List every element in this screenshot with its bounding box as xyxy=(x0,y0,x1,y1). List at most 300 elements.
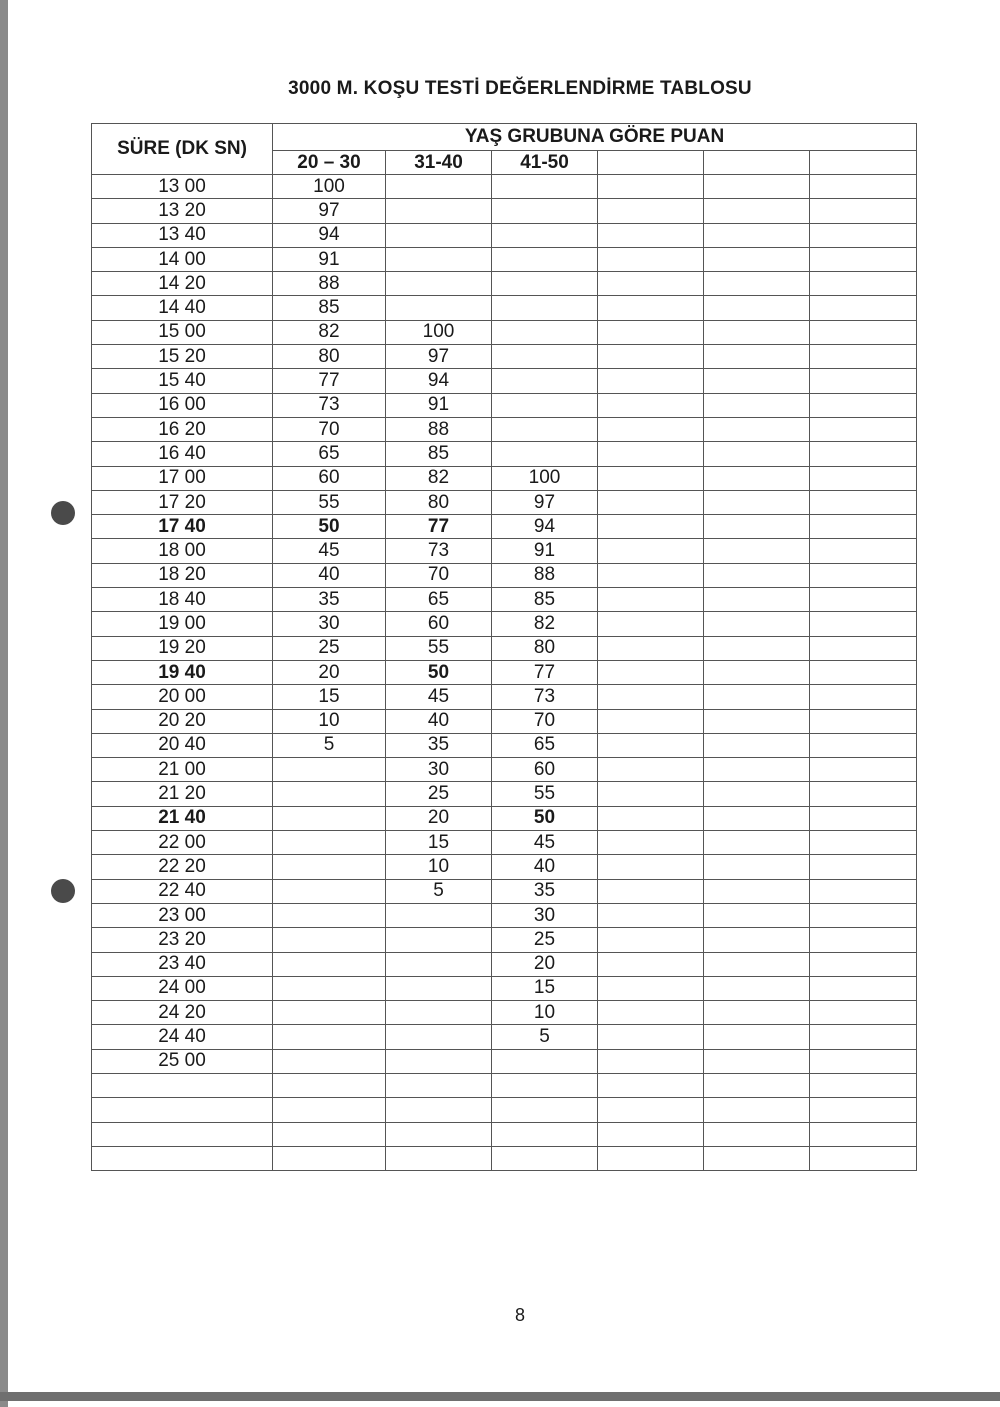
score-cell xyxy=(386,223,492,247)
table-row xyxy=(92,928,917,952)
score-cell xyxy=(273,1049,386,1073)
table-row xyxy=(92,296,917,320)
score-cell xyxy=(598,490,704,514)
score-cell xyxy=(704,393,810,417)
time-cell: 19 40 xyxy=(92,660,273,684)
score-cell: 30 xyxy=(273,612,386,636)
table-row xyxy=(92,466,917,490)
scoring-table xyxy=(91,123,917,1171)
score-cell: 30 xyxy=(386,758,492,782)
score-cell xyxy=(598,199,704,223)
score-cell xyxy=(598,563,704,587)
score-cell xyxy=(492,1073,598,1097)
age-group-col-2: 31-40 xyxy=(386,151,492,175)
score-cell: 82 xyxy=(492,612,598,636)
score-cell: 97 xyxy=(492,490,598,514)
score-cell xyxy=(704,223,810,247)
table-row xyxy=(92,563,917,587)
score-cell xyxy=(810,393,917,417)
score-cell xyxy=(598,733,704,757)
table-row xyxy=(92,636,917,660)
score-cell xyxy=(273,903,386,927)
score-cell xyxy=(704,369,810,393)
score-cell xyxy=(492,369,598,393)
score-cell xyxy=(492,417,598,441)
score-cell: 88 xyxy=(386,417,492,441)
score-cell: 91 xyxy=(492,539,598,563)
score-cell xyxy=(598,928,704,952)
score-cell xyxy=(273,1001,386,1025)
score-cell xyxy=(273,855,386,879)
table-row xyxy=(92,515,917,539)
score-cell: 45 xyxy=(273,539,386,563)
score-cell xyxy=(704,831,810,855)
score-cell xyxy=(704,685,810,709)
score-cell xyxy=(704,636,810,660)
time-cell: 15 40 xyxy=(92,369,273,393)
score-cell xyxy=(810,1073,917,1097)
score-cell xyxy=(704,539,810,563)
score-cell xyxy=(492,442,598,466)
score-cell xyxy=(386,1001,492,1025)
score-cell: 35 xyxy=(273,588,386,612)
time-cell xyxy=(92,1122,273,1146)
table-row xyxy=(92,1073,917,1097)
score-cell xyxy=(704,1098,810,1122)
score-cell: 25 xyxy=(273,636,386,660)
time-cell: 21 00 xyxy=(92,758,273,782)
score-cell xyxy=(704,417,810,441)
score-cell xyxy=(598,879,704,903)
score-cell xyxy=(598,903,704,927)
table-row xyxy=(92,709,917,733)
score-cell xyxy=(810,442,917,466)
score-cell xyxy=(598,976,704,1000)
time-cell: 23 40 xyxy=(92,952,273,976)
score-cell xyxy=(598,831,704,855)
score-cell xyxy=(386,952,492,976)
score-cell: 91 xyxy=(273,247,386,271)
score-cell: 70 xyxy=(492,709,598,733)
score-cell xyxy=(704,758,810,782)
score-cell xyxy=(810,952,917,976)
score-cell: 100 xyxy=(492,466,598,490)
score-cell xyxy=(598,806,704,830)
time-cell: 21 40 xyxy=(92,806,273,830)
score-cell xyxy=(704,928,810,952)
time-cell: 14 40 xyxy=(92,296,273,320)
score-cell: 40 xyxy=(492,855,598,879)
score-cell xyxy=(598,515,704,539)
score-cell: 10 xyxy=(386,855,492,879)
time-cell: 14 20 xyxy=(92,272,273,296)
score-cell xyxy=(810,588,917,612)
table-row xyxy=(92,320,917,344)
score-cell xyxy=(386,903,492,927)
score-cell xyxy=(810,1049,917,1073)
score-cell xyxy=(704,1122,810,1146)
score-cell xyxy=(704,199,810,223)
score-cell xyxy=(704,952,810,976)
score-cell xyxy=(386,247,492,271)
score-cell xyxy=(598,417,704,441)
table-row xyxy=(92,758,917,782)
table-row xyxy=(92,831,917,855)
score-cell: 85 xyxy=(492,588,598,612)
score-cell xyxy=(273,976,386,1000)
table-row xyxy=(92,1098,917,1122)
score-cell xyxy=(704,1146,810,1170)
score-cell xyxy=(598,1073,704,1097)
time-cell xyxy=(92,1146,273,1170)
table-row xyxy=(92,660,917,684)
score-cell xyxy=(810,855,917,879)
score-cell xyxy=(273,782,386,806)
score-cell: 85 xyxy=(273,296,386,320)
table-row xyxy=(92,175,917,199)
score-cell xyxy=(598,1025,704,1049)
score-cell xyxy=(810,1146,917,1170)
time-cell: 16 00 xyxy=(92,393,273,417)
score-cell xyxy=(598,466,704,490)
page-number: 8 xyxy=(514,1305,525,1325)
time-column-header: SÜRE (DK SN) xyxy=(92,124,273,175)
score-cell: 45 xyxy=(492,831,598,855)
score-cell: 5 xyxy=(492,1025,598,1049)
score-cell xyxy=(704,490,810,514)
score-cell xyxy=(273,758,386,782)
table-row xyxy=(92,247,917,271)
score-cell xyxy=(810,247,917,271)
score-cell xyxy=(492,223,598,247)
score-cell xyxy=(810,806,917,830)
score-cell xyxy=(810,685,917,709)
score-cell: 94 xyxy=(386,369,492,393)
time-cell: 24 20 xyxy=(92,1001,273,1025)
score-cell xyxy=(704,515,810,539)
score-cell: 70 xyxy=(273,417,386,441)
score-cell xyxy=(810,612,917,636)
table-row xyxy=(92,976,917,1000)
time-cell: 24 00 xyxy=(92,976,273,1000)
score-cell: 77 xyxy=(386,515,492,539)
time-cell: 17 40 xyxy=(92,515,273,539)
age-group-col-4 xyxy=(598,151,704,175)
table-row xyxy=(92,806,917,830)
time-cell: 24 40 xyxy=(92,1025,273,1049)
score-cell xyxy=(598,393,704,417)
score-cell: 88 xyxy=(492,563,598,587)
table-row xyxy=(92,879,917,903)
score-cell xyxy=(810,758,917,782)
score-cell: 55 xyxy=(273,490,386,514)
score-cell: 20 xyxy=(492,952,598,976)
score-cell: 5 xyxy=(273,733,386,757)
time-cell: 13 20 xyxy=(92,199,273,223)
score-cell xyxy=(386,1146,492,1170)
score-cell xyxy=(598,247,704,271)
score-cell xyxy=(704,296,810,320)
score-cell: 60 xyxy=(492,758,598,782)
score-cell: 55 xyxy=(492,782,598,806)
time-cell: 21 20 xyxy=(92,782,273,806)
score-cell xyxy=(810,660,917,684)
age-group-col-1: 20 – 30 xyxy=(273,151,386,175)
score-cell: 15 xyxy=(492,976,598,1000)
score-cell xyxy=(273,1122,386,1146)
score-cell xyxy=(386,1073,492,1097)
score-cell xyxy=(598,1049,704,1073)
score-cell xyxy=(810,466,917,490)
table-row xyxy=(92,1049,917,1073)
time-cell: 13 40 xyxy=(92,223,273,247)
table-row xyxy=(92,1001,917,1025)
age-group-col-5 xyxy=(704,151,810,175)
table-row xyxy=(92,442,917,466)
score-cell: 50 xyxy=(492,806,598,830)
score-cell xyxy=(810,417,917,441)
score-cell: 10 xyxy=(492,1001,598,1025)
score-cell xyxy=(810,831,917,855)
score-cell xyxy=(704,320,810,344)
score-cell xyxy=(810,636,917,660)
score-cell: 25 xyxy=(386,782,492,806)
score-cell xyxy=(598,320,704,344)
score-cell xyxy=(598,709,704,733)
score-cell: 65 xyxy=(386,588,492,612)
time-cell: 20 00 xyxy=(92,685,273,709)
score-cell: 40 xyxy=(273,563,386,587)
score-cell xyxy=(810,709,917,733)
score-cell xyxy=(810,369,917,393)
score-cell xyxy=(386,272,492,296)
score-cell xyxy=(810,223,917,247)
table-row xyxy=(92,272,917,296)
table-row xyxy=(92,1025,917,1049)
score-cell: 94 xyxy=(273,223,386,247)
score-cell xyxy=(704,247,810,271)
score-cell xyxy=(704,272,810,296)
score-cell xyxy=(810,272,917,296)
table-body xyxy=(92,175,917,1171)
score-cell xyxy=(492,1049,598,1073)
score-cell: 70 xyxy=(386,563,492,587)
score-cell xyxy=(704,1073,810,1097)
scan-left-edge xyxy=(0,0,8,1407)
time-cell: 14 00 xyxy=(92,247,273,271)
score-cell xyxy=(386,1098,492,1122)
score-cell xyxy=(810,1122,917,1146)
time-cell: 20 20 xyxy=(92,709,273,733)
score-cell xyxy=(598,660,704,684)
score-cell: 91 xyxy=(386,393,492,417)
score-cell: 20 xyxy=(273,660,386,684)
score-cell xyxy=(810,928,917,952)
score-cell xyxy=(598,296,704,320)
score-cell xyxy=(492,199,598,223)
score-cell xyxy=(492,272,598,296)
score-cell xyxy=(598,1001,704,1025)
score-cell xyxy=(810,175,917,199)
score-cell xyxy=(598,855,704,879)
time-cell: 15 00 xyxy=(92,320,273,344)
table-row xyxy=(92,855,917,879)
score-cell xyxy=(704,563,810,587)
score-cell xyxy=(704,1049,810,1073)
score-cell xyxy=(598,175,704,199)
time-cell: 17 00 xyxy=(92,466,273,490)
table-row xyxy=(92,490,917,514)
score-cell xyxy=(704,345,810,369)
score-cell xyxy=(273,1073,386,1097)
time-cell: 23 20 xyxy=(92,928,273,952)
table-row xyxy=(92,369,917,393)
score-cell xyxy=(273,879,386,903)
time-cell: 16 20 xyxy=(92,417,273,441)
score-cell: 60 xyxy=(386,612,492,636)
score-cell: 60 xyxy=(273,466,386,490)
score-cell xyxy=(386,928,492,952)
score-cell: 65 xyxy=(492,733,598,757)
score-cell xyxy=(704,660,810,684)
header-row-1 xyxy=(92,124,917,151)
score-cell: 73 xyxy=(273,393,386,417)
score-cell xyxy=(598,588,704,612)
score-cell xyxy=(810,539,917,563)
score-cell xyxy=(704,733,810,757)
score-cell: 77 xyxy=(492,660,598,684)
score-cell: 20 xyxy=(386,806,492,830)
age-group-col-6 xyxy=(810,151,917,175)
score-cell xyxy=(386,296,492,320)
score-cell xyxy=(704,1025,810,1049)
score-cell xyxy=(598,1098,704,1122)
score-cell xyxy=(598,1122,704,1146)
time-cell: 18 00 xyxy=(92,539,273,563)
score-cell xyxy=(273,952,386,976)
score-cell xyxy=(598,782,704,806)
score-cell: 80 xyxy=(492,636,598,660)
score-cell: 30 xyxy=(492,903,598,927)
score-cell xyxy=(704,806,810,830)
score-cell xyxy=(704,782,810,806)
score-cell xyxy=(598,685,704,709)
score-cell xyxy=(704,855,810,879)
time-cell: 18 40 xyxy=(92,588,273,612)
score-cell xyxy=(273,831,386,855)
score-cell xyxy=(810,976,917,1000)
time-cell: 16 40 xyxy=(92,442,273,466)
time-cell: 13 00 xyxy=(92,175,273,199)
time-cell: 25 00 xyxy=(92,1049,273,1073)
score-cell: 15 xyxy=(386,831,492,855)
score-cell xyxy=(704,175,810,199)
time-cell: 19 20 xyxy=(92,636,273,660)
score-cell: 77 xyxy=(273,369,386,393)
table-row xyxy=(92,782,917,806)
score-cell xyxy=(273,1025,386,1049)
score-cell xyxy=(704,588,810,612)
score-cell: 82 xyxy=(273,320,386,344)
score-cell: 73 xyxy=(492,685,598,709)
score-cell: 85 xyxy=(386,442,492,466)
time-cell xyxy=(92,1098,273,1122)
score-cell xyxy=(810,903,917,927)
score-cell xyxy=(598,272,704,296)
score-cell: 97 xyxy=(273,199,386,223)
score-cell xyxy=(492,247,598,271)
score-cell xyxy=(598,539,704,563)
score-cell xyxy=(810,782,917,806)
table-row xyxy=(92,223,917,247)
time-cell: 22 40 xyxy=(92,879,273,903)
table-row xyxy=(92,612,917,636)
score-cell xyxy=(492,1098,598,1122)
score-cell: 55 xyxy=(386,636,492,660)
score-cell xyxy=(810,733,917,757)
score-cell xyxy=(598,636,704,660)
age-group-col-3: 41-50 xyxy=(492,151,598,175)
score-cell: 88 xyxy=(273,272,386,296)
score-cell xyxy=(704,976,810,1000)
score-cell xyxy=(598,369,704,393)
age-group-header: YAŞ GRUBUNA GÖRE PUAN xyxy=(273,124,917,151)
scan-bottom-edge xyxy=(0,1392,1000,1401)
time-cell: 20 40 xyxy=(92,733,273,757)
score-cell xyxy=(492,320,598,344)
document-title: 3000 M. KOŞU TESTİ DEĞERLENDİRME TABLOSU xyxy=(288,78,752,99)
time-cell: 19 00 xyxy=(92,612,273,636)
score-cell xyxy=(704,612,810,636)
score-cell: 100 xyxy=(273,175,386,199)
score-cell: 80 xyxy=(273,345,386,369)
score-cell: 73 xyxy=(386,539,492,563)
score-cell xyxy=(492,1122,598,1146)
score-cell xyxy=(810,345,917,369)
score-cell: 97 xyxy=(386,345,492,369)
score-cell xyxy=(492,175,598,199)
score-cell: 50 xyxy=(273,515,386,539)
score-cell: 82 xyxy=(386,466,492,490)
punch-hole-top xyxy=(51,501,75,525)
score-cell: 15 xyxy=(273,685,386,709)
score-cell xyxy=(704,466,810,490)
score-cell xyxy=(810,1001,917,1025)
score-cell xyxy=(386,1049,492,1073)
score-cell: 45 xyxy=(386,685,492,709)
score-cell xyxy=(598,612,704,636)
score-cell xyxy=(810,296,917,320)
score-cell xyxy=(704,1001,810,1025)
time-cell: 15 20 xyxy=(92,345,273,369)
score-cell xyxy=(386,1122,492,1146)
score-cell xyxy=(810,199,917,223)
time-cell xyxy=(92,1073,273,1097)
score-cell xyxy=(704,879,810,903)
punch-hole-bottom xyxy=(51,879,75,903)
score-cell: 35 xyxy=(386,733,492,757)
score-cell xyxy=(273,1146,386,1170)
table-row xyxy=(92,588,917,612)
time-cell: 18 20 xyxy=(92,563,273,587)
score-cell xyxy=(810,879,917,903)
score-cell xyxy=(810,320,917,344)
table-row xyxy=(92,952,917,976)
score-cell xyxy=(598,1146,704,1170)
score-cell xyxy=(273,1098,386,1122)
table-row xyxy=(92,1122,917,1146)
score-cell xyxy=(492,393,598,417)
